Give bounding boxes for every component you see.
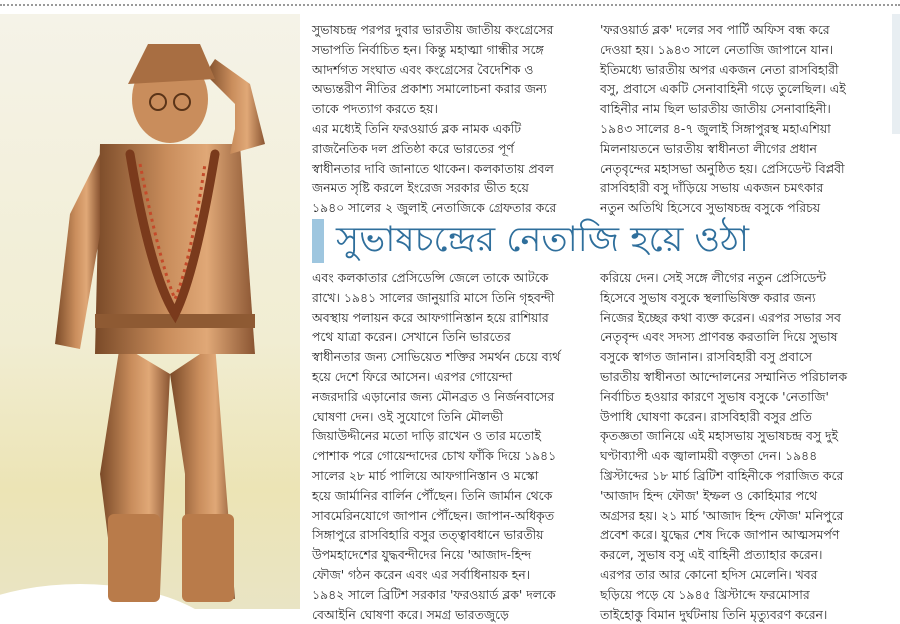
lower-left-column xyxy=(312,268,560,624)
text-line: উপমহাদেশের যুদ্ধবন্দীদের নিয়ে 'আজাদ-হিন্দ xyxy=(312,547,532,563)
text-line: 'ফরওয়ার্ড ব্লক' দলের সব পার্টি অফিস বন্ধ করে xyxy=(600,22,830,37)
text-line: ১৯৪২ সালে ব্রিটিশ সরকার 'ফরওয়ার্ড ব্লক' দলকে xyxy=(312,586,556,602)
text-line: নির্বাচিত হওয়ার কারণে সুভাষ বসুকে 'নেতাজি' xyxy=(600,388,829,404)
text-line: উপাধি ঘোষণা করেন। রাসবিহারী বসুর প্রতি xyxy=(600,408,812,424)
text-line: বাহিনীর নাম ছিল ভারতীয় জাতীয় সেনাবাহিনী। xyxy=(600,101,831,117)
text-line: নেতৃবৃন্দ এবং সদস্য প্রাণবন্ত করতালি দিয়ে সুভাষ xyxy=(600,329,838,345)
text-line: বেআইনি ঘোষণা করে। সমগ্র ভারতজুড়ে xyxy=(312,606,509,622)
text-line: দেওয়া হয়। ১৯৪৩ সালে নেতাজি জাপানে যান। xyxy=(600,41,834,57)
text-line: বসুকে স্বাগত জানান। রাসবিহারী বসু প্রবাসে xyxy=(600,349,812,365)
headline-accent-bar xyxy=(312,219,324,263)
text-line: বসু, প্রবাসে একটি সেনাবাহিনী গড়ে তুলেছিল। এই xyxy=(600,81,846,97)
text-line: ইতিমধ্যে ভারতীয় অপর একজন নেতা রাসবিহারী xyxy=(600,61,839,77)
text-line: সুভাষচন্দ্র পরপর দুবার ভারতীয় জাতীয় কংগ্রেসের xyxy=(312,22,554,37)
text-line: অভ্যন্তরীণ নীতির প্রকাশ্য সমালোচনা করার জন্য xyxy=(312,81,547,97)
text-line: খ্রিস্টাব্দের ১৮ মার্চ ব্রিটিশ বাহিনীকে পরাজিত করে xyxy=(600,467,844,483)
text-line: ফৌজ' গঠন করেন এবং এর সর্বাধিনায়ক হন। xyxy=(312,566,531,582)
text-line: ১৯৪০ সালের ২ জুলাই নেতাজিকে গ্রেফতার করে xyxy=(312,200,557,216)
text-line: ১৯৪৩ সালের ৪-৭ জুলাই সিঙ্গাপুরস্থ মহাএশিয়া xyxy=(600,120,831,136)
text-line: 'আজাদ হিন্দ ফৌজ' ইম্ফল ও কোহিমার পথে xyxy=(600,487,818,503)
text-line: ছড়িয়ে পড়ে যে ১৯৪৫ খ্রিস্টাব্দে ফরমোসার xyxy=(600,586,810,602)
right-edge-strip xyxy=(892,14,900,134)
text-line: হয়ে জার্মানির বার্লিন পৌঁছেন। তিনি জার্মান থেকে xyxy=(312,487,553,503)
upper-left-column xyxy=(312,20,556,218)
text-line: নজরদারি এড়ানোর জন্য মৌনব্রত ও নির্জনবাসের xyxy=(312,388,555,404)
text-line: তাকে পদত্যাগ করতে হয়। xyxy=(312,101,438,117)
text-line: এবং কলকাতার প্রেসিডেন্সি জেলে তাকে আটকে xyxy=(312,270,549,285)
text-line: ভারতীয় স্বাধীনতা আন্দোলনের সম্মানিত পরিচালক xyxy=(600,368,848,384)
text-line: পথে যাত্রা করেন। সেখানে তিনি ভারতের xyxy=(312,329,511,345)
text-line: হিসেবে সুভাষ বসুকে স্থলাভিষিক্ত করার জন্য xyxy=(600,289,816,305)
lower-right-column xyxy=(600,268,847,624)
text-line: ঘোষণা দেন। ওই সুযোগে তিনি মৌলভী xyxy=(312,408,504,424)
text-line: মিলনায়তনে ভারতীয় স্বাধীনতা লীগের প্রধান xyxy=(600,140,817,156)
text-line: স্বাধীনতার দাবি জানাতে থাকেন। কলকাতায় প্রবল xyxy=(312,160,554,176)
text-line: করিয়ে দেন। সেই সঙ্গে লীগের নতুন প্রেসিডেন্ট xyxy=(600,270,826,285)
text-line: নিজের ইচ্ছের কথা ব্যক্ত করেন। এরপর সভার সব xyxy=(600,309,841,325)
text-line: নেতৃবৃন্দের মহাসভা অনুষ্ঠিত হয়। প্রেসিডেন্ট বিপ্লবী xyxy=(600,160,845,176)
text-line: জিয়াউদ্দীনের মতো দাড়ি রাখেন ও তার মতোই xyxy=(312,428,541,444)
text-line: কৃতজ্ঞতা জানিয়ে এই মহাসভায় সুভাষচন্দ্র বসু দুই xyxy=(600,428,838,444)
text-line: রাজনৈতিক দল প্রতিষ্ঠা করে ভারতের পূর্ণ xyxy=(312,140,514,156)
text-line: রাখে। ১৯৪১ সালের জানুয়ারি মাসে তিনি গৃহবন্দী xyxy=(312,289,555,305)
text-line: অগ্রসর হয়। ২১ মার্চ 'আজাদ হিন্দ ফৌজ' মনিপুরে xyxy=(600,507,844,523)
text-line: সভাপতি নির্বাচিত হন। কিন্তু মহাত্মা গান্ধীর সঙ্গে xyxy=(312,41,544,57)
text-line: পোশাক পরে গোয়েন্দাদের চোখ ফাঁকি দিয়ে ১৯৪১ xyxy=(312,448,557,464)
headline: সুভাষচন্দ্রের নেতাজি হয়ে ওঠা xyxy=(336,220,750,260)
text-line: তাইহোকু বিমান দুর্ঘটনায় তিনি মৃত্যুবরণ করেন। xyxy=(600,606,828,622)
text-line: স্বাধীনতার জন্য সোভিয়েত শক্তির সমর্থন চেয়ে ব্যর্থ xyxy=(312,349,561,365)
statue-illustration xyxy=(0,14,300,609)
text-line: নতুন অতিথি হিসেবে সুভাষচন্দ্র বসুকে পরিচয় xyxy=(600,200,821,216)
text-line: এরপর তার আর কোনো হদিস মেলেনি। খবর xyxy=(600,566,818,582)
text-line: সালের ২৮ মার্চ পালিয়ে আফগানিস্তান ও মস্কো xyxy=(312,467,539,483)
text-line: জনমত সৃষ্টি করলে ইংরেজ সরকার ভীত হয়ে xyxy=(312,180,529,196)
text-line: হয়ে দেশে ফিরে আসেন। এরপর গোয়েন্দা xyxy=(312,368,513,384)
text-line: আদর্শগত সংঘাত এবং কংগ্রেসের বৈদেশিক ও xyxy=(312,61,534,77)
text-line: করলে, সুভাষ বসু এই বাহিনী প্রত্যাহার করেন। xyxy=(600,547,823,563)
top-dotted-rule xyxy=(0,4,900,6)
upper-right-column xyxy=(600,20,846,218)
headline-block xyxy=(312,214,872,266)
text-line: রাসবিহারী বসু দাঁড়িয়ে সভায় একজন চমৎকার xyxy=(600,180,824,196)
text-line: প্রবেশ করে। যুদ্ধের শেষ দিকে জাপান আত্মসমর্পণ xyxy=(600,527,840,543)
text-line: সিঙ্গাপুরে রাসবিহারি বসুর তত্ত্বাবধানে ভারতীয় xyxy=(312,527,544,543)
text-line: ঘণ্টাব্যাপী এক জ্বালাময়ী বক্তৃতা দেন। ১৯৪৪ xyxy=(600,448,818,464)
text-line: সাবমেরিনযোগে জাপান পৌঁছেন। জাপান-অধিকৃত xyxy=(312,507,555,523)
text-line: অবস্থায় পলায়ন করে আফগানিস্তান হয়ে রাশিয়ার xyxy=(312,309,549,325)
text-line: এর মধ্যেই তিনি ফরওয়ার্ড ব্লক নামক একটি xyxy=(312,120,521,136)
statue-photo xyxy=(0,14,300,609)
